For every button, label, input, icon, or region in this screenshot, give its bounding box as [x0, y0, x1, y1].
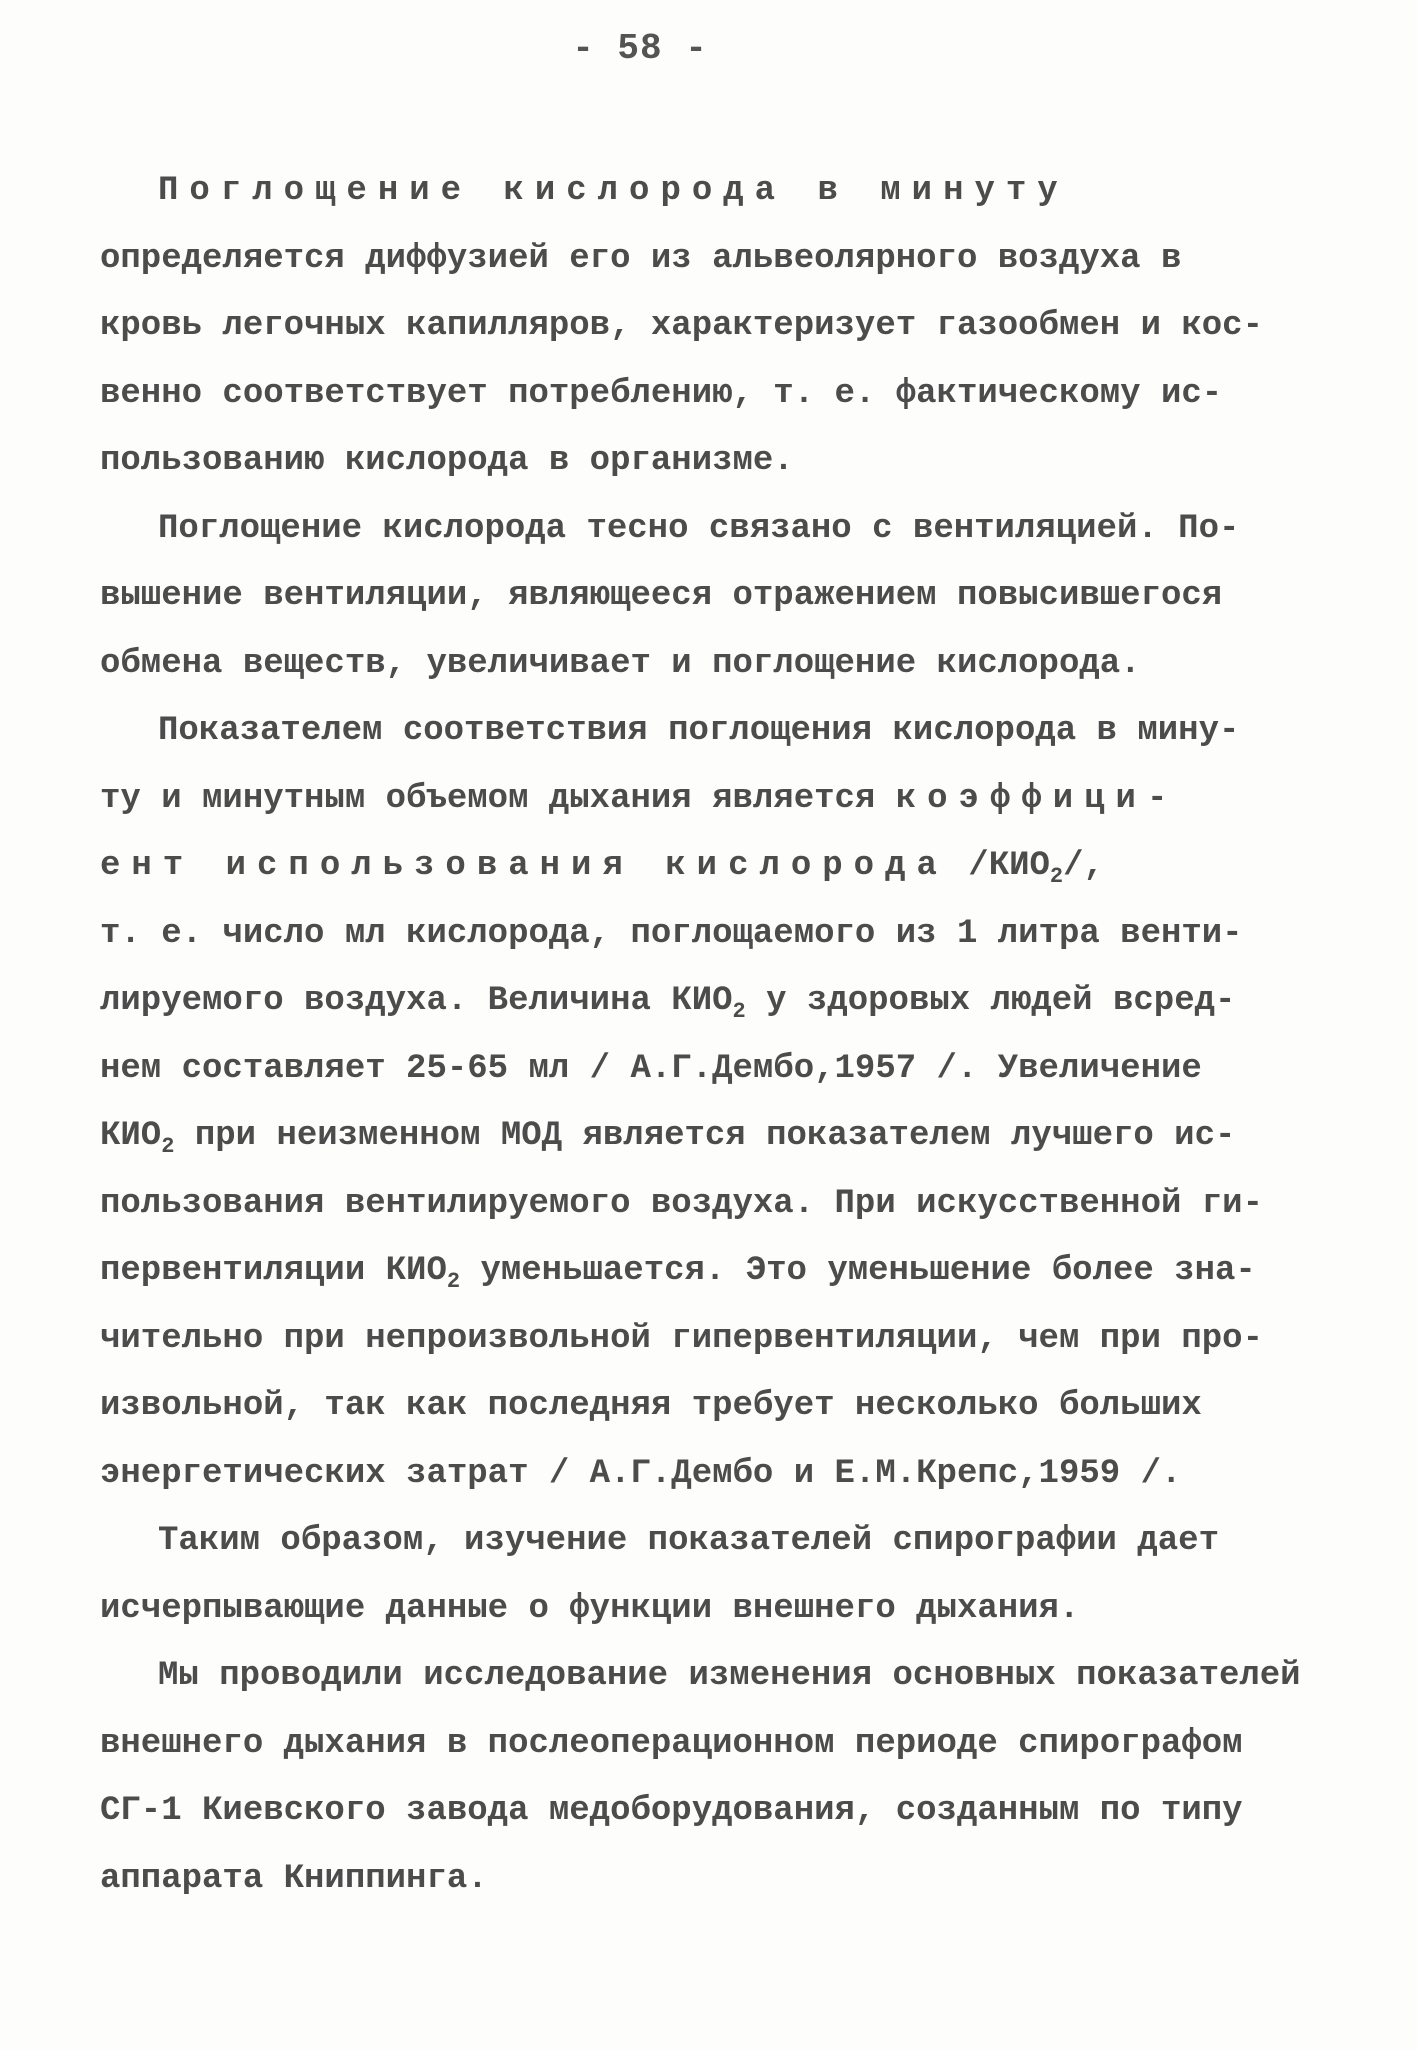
- text-line: [100, 1036, 1340, 1104]
- text-run: уменьшается. Это уменьшение более зна-: [460, 1252, 1256, 1290]
- text-line: [100, 1508, 1340, 1576]
- text-line: [100, 766, 1340, 834]
- text-run: извольной, так как последняя требует несколько больших: [100, 1387, 1202, 1425]
- text-run: внешнего дыхания в послеоперационном периоде спирографом: [100, 1724, 1243, 1763]
- text-run: энергетических затрат / А.Г.Дембо и Е.М.Крепс,1959 /.: [100, 1454, 1182, 1493]
- text-line: [100, 631, 1340, 699]
- text-line: [100, 293, 1340, 361]
- text-run: СГ-1 Киевского завода медоборудования, созданным по типу: [100, 1792, 1243, 1830]
- text-run: Таким образом, изучение показателей спирографии дает: [158, 1522, 1219, 1560]
- text-run: обмена веществ, увеличивает и поглощение кислорода.: [100, 644, 1141, 683]
- text-run: нем составляет 25-65 мл / А.Г.Дембо,1957 /. Увеличение: [100, 1049, 1202, 1088]
- text-run: пользованию кислорода в организме.: [100, 442, 794, 480]
- text-run: Мы проводили исследование изменения основных показателей: [158, 1657, 1301, 1695]
- subscript: 2: [446, 1269, 461, 1294]
- text-line: [100, 1373, 1340, 1441]
- text-line: [100, 1171, 1340, 1239]
- text-run: Показателем соответствия поглощения кислорода в мину-: [158, 712, 1240, 750]
- subscript: 2: [161, 1134, 175, 1159]
- text-run: чительно при непроизвольной гипервентиляции, чем при про-: [100, 1319, 1263, 1358]
- spaced-term: Поглощение кислорода в минуту: [158, 172, 1069, 210]
- text-run: у здоровых людей всред-: [745, 982, 1236, 1020]
- text-run: определяется диффузией его из альвеолярного воздуха в: [100, 239, 1182, 278]
- text-run: первентиляции КИО: [100, 1252, 447, 1290]
- text-line: [100, 1576, 1340, 1644]
- text-run: т. е. число мл кислорода, поглощаемого из 1 литра венти-: [100, 914, 1243, 953]
- text-run: пользования вентилируемого воздуха. При искусственной ги-: [100, 1184, 1263, 1223]
- text-line: [100, 563, 1340, 631]
- text-line: [100, 1238, 1340, 1306]
- text-run: кровь легочных капилляров, характеризует газообмен и кос-: [100, 307, 1263, 345]
- text-run: аппарата Книппинга.: [100, 1859, 488, 1898]
- text-line: [100, 833, 1340, 901]
- text-run: при неизменном МОД является показателем лучшего ис-: [174, 1117, 1236, 1155]
- spaced-term: коэффици-: [895, 779, 1179, 818]
- text-line: [100, 496, 1340, 564]
- text-line: [100, 1441, 1340, 1509]
- text-run: исчерпывающие данные о функции внешнего дыхания.: [100, 1589, 1080, 1628]
- text-line: [100, 158, 1340, 226]
- text-run: лируемого воздуха. Величина КИО: [100, 982, 733, 1020]
- page-number: - 58 -: [572, 28, 708, 69]
- subscript: 2: [732, 999, 746, 1024]
- text-line: [100, 1711, 1340, 1779]
- subscript: 2: [1049, 864, 1064, 889]
- text-line: [100, 1103, 1340, 1171]
- text-run: /КИО: [947, 847, 1050, 885]
- text-line: [100, 1643, 1340, 1711]
- text-run: Поглощение кислорода тесно связано с вентиляцией. По-: [158, 509, 1240, 548]
- text-run: вышение вентиляции, являющееся отражением повысившегося: [100, 577, 1223, 615]
- spaced-term: ент использования кислорода: [100, 847, 948, 885]
- text-run: венно соответствует потреблению, т. е. фактическому ис-: [100, 374, 1223, 413]
- text-line: [100, 968, 1340, 1036]
- text-line: [100, 1306, 1340, 1374]
- text-line: [100, 428, 1340, 496]
- text-run: КИО: [100, 1117, 162, 1155]
- text-line: [100, 1778, 1340, 1846]
- text-line: [100, 698, 1340, 766]
- text-line: [100, 361, 1340, 429]
- text-run: /,: [1063, 847, 1104, 885]
- text-line: [100, 226, 1340, 294]
- text-line: [100, 901, 1340, 969]
- text-run: ту и минутным объемом дыхания является: [100, 779, 896, 818]
- text-line: [100, 1846, 1340, 1914]
- body-text: [100, 158, 1340, 1913]
